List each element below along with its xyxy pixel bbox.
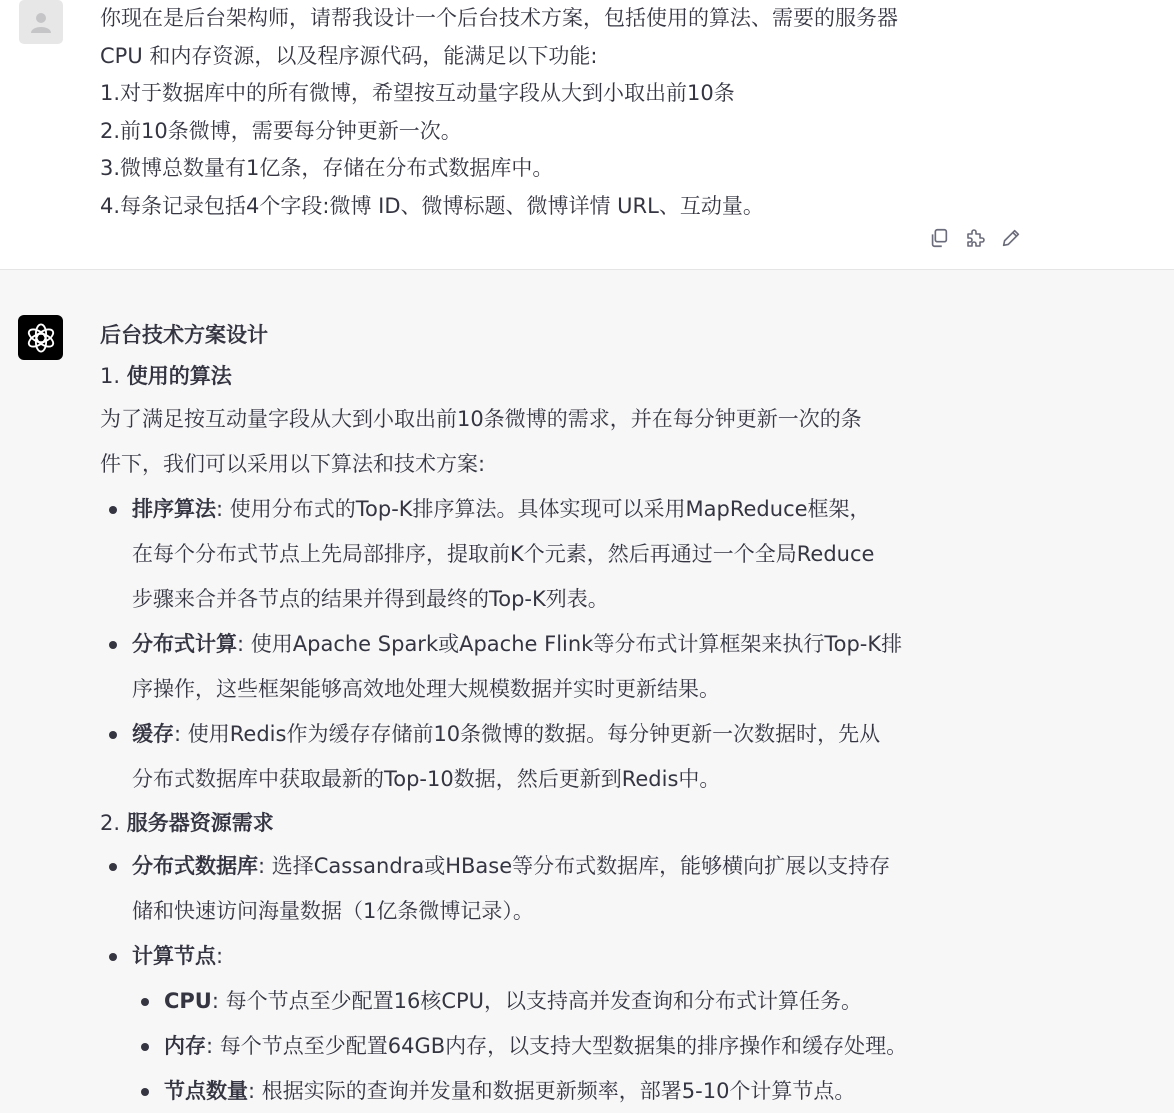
nested-list-item: [132, 1024, 1060, 1069]
list-item: [100, 934, 1060, 1113]
list-item-term: 分布式数据库: [132, 854, 258, 878]
bullet-list: [100, 487, 1060, 802]
list-item-term: CPU: [164, 989, 212, 1013]
section-heading-text: 服务器资源需求: [126, 811, 274, 835]
bullet-list: [100, 844, 1060, 1113]
term-separator: :: [206, 1034, 220, 1058]
user-avatar-icon: [29, 10, 53, 34]
list-item-text: 序操作，这些框架能够高效地处理大规模数据并实时更新结果。: [132, 677, 720, 701]
list-item-text: 步骤来合并各节点的结果并得到最终的Top-K列表。: [132, 587, 609, 611]
section-heading: [100, 355, 1060, 397]
paragraph-line: 为了满足按互动量字段从大到小取出前10条微博的需求，并在每分钟更新一次的条: [100, 407, 862, 431]
user-message-line: 你现在是后台架构师，请帮我设计一个后台技术方案，包括使用的算法、需要的服务器: [100, 6, 898, 30]
user-message-text: [100, 0, 1030, 225]
assistant-message: [0, 270, 1174, 1113]
term-separator: :: [211, 989, 226, 1013]
nested-list-item: [132, 979, 1060, 1024]
edit-icon: [1000, 227, 1022, 249]
copy-icon: [928, 227, 950, 249]
term-separator: :: [216, 497, 230, 521]
list-item: [100, 487, 1060, 622]
plugin-button[interactable]: [961, 224, 989, 252]
plugin-icon: [963, 226, 987, 250]
list-item-term: 内存: [164, 1034, 206, 1058]
user-avatar: [19, 0, 63, 44]
list-item-term: 缓存: [132, 722, 174, 746]
list-item-text: 每个节点至少配置16核CPU，以支持高并发查询和分布式计算任务。: [225, 989, 863, 1013]
term-separator: :: [258, 854, 272, 878]
list-item: [100, 622, 1060, 712]
section-intro: [100, 397, 1060, 487]
nested-list-item: [132, 1069, 1060, 1113]
user-message-line: 2.前10条微博，需要每分钟更新一次。: [100, 118, 462, 143]
list-item-term: 节点数量: [164, 1079, 248, 1103]
edit-button[interactable]: [997, 224, 1025, 252]
section-number: 2.: [100, 811, 127, 835]
term-separator: :: [174, 722, 188, 746]
list-item-text: 每个节点至少配置64GB内存，以支持大型数据集的排序操作和缓存处理。: [219, 1034, 908, 1058]
list-item-text: 分布式数据库中获取最新的Top-10数据，然后更新到Redis中。: [132, 767, 721, 791]
term-separator: :: [216, 944, 224, 968]
list-item-text: 根据实际的查询并发量和数据更新频率，部署5-10个计算节点。: [261, 1079, 856, 1103]
list-item-term: 分布式计算: [132, 632, 237, 656]
section-heading: [100, 802, 1060, 844]
list-item-text: 在每个分布式节点上先局部排序，提取前K个元素，然后再通过一个全局Reduce: [132, 542, 875, 566]
user-message-line: 4.每条记录包括4个字段:微博 ID、微博标题、微博详情 URL、互动量。: [100, 193, 764, 218]
assistant-message-text: [100, 315, 1060, 1113]
list-item-text: 使用分布式的Top-K排序算法。具体实现可以采用MapReduce框架，: [229, 497, 871, 521]
paragraph-line: 件下，我们可以采用以下算法和技术方案:: [100, 452, 486, 476]
list-item-text: 使用Redis作为缓存存储前10条微博的数据。每分钟更新一次数据时，先从: [187, 722, 881, 746]
section-number: 1.: [100, 364, 127, 388]
list-item-term: 排序算法: [132, 497, 216, 521]
nested-bullet-list: [132, 979, 1060, 1113]
section-heading-text: 使用的算法: [126, 364, 232, 388]
copy-button[interactable]: [925, 224, 953, 252]
list-item-text: 选择Cassandra或HBase等分布式数据库，能够横向扩展以支持存: [271, 854, 891, 878]
user-message-line: 3.微博总数量有1亿条，存储在分布式数据库中。: [100, 156, 554, 180]
answer-title: 后台技术方案设计: [100, 323, 268, 347]
user-message-line: CPU 和内存资源，以及程序源代码，能满足以下功能:: [100, 43, 598, 68]
message-actions: [925, 224, 1025, 252]
assistant-avatar: [18, 315, 63, 360]
list-item-text: 使用Apache Spark或Apache Flink等分布式计算框架来执行Top-K排: [250, 632, 903, 656]
list-item-text: 储和快速访问海量数据（1亿条微博记录）。: [132, 899, 534, 923]
list-item: [100, 844, 1060, 934]
term-separator: :: [237, 632, 251, 656]
user-message-line: 1.对于数据库中的所有微博，希望按互动量字段从大到小取出前10条: [100, 81, 735, 105]
user-message: [0, 0, 1174, 270]
term-separator: :: [248, 1079, 262, 1103]
list-item: [100, 712, 1060, 802]
openai-logo-icon: [24, 321, 58, 355]
list-item-term: 计算节点: [132, 944, 216, 968]
